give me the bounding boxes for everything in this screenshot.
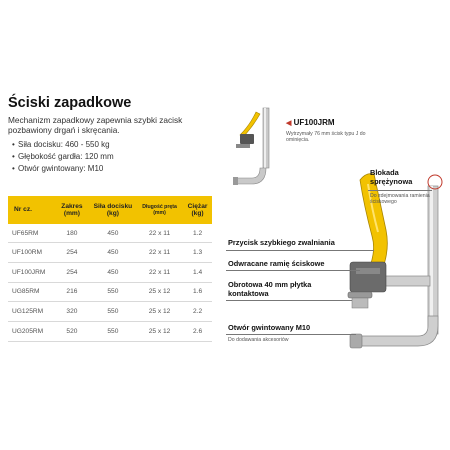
cell-sila: 450 [90,224,136,243]
callout-note: Do dodawania akcesoriów [228,337,289,343]
callout-note: Do zdejmowania ramienia ściskowego [370,193,430,205]
bullet-icon: • [12,152,15,161]
spec-text: Siła docisku: 460 - 550 kg [18,140,110,149]
cell-sila: 450 [90,262,136,282]
page-title: Ściski zapadkowe [8,95,132,111]
spec-text: Głębokość gardła: 120 mm [18,152,114,161]
table-row [8,282,212,302]
cell-zakres: 216 [54,282,90,302]
cell-code: UG125RM [8,302,54,322]
cell-ciezar: 2.2 [183,302,212,322]
cell-sila: 550 [90,282,136,302]
cell-code: UG205RM [8,322,54,342]
spec-table [8,196,212,342]
callout-blokada [370,168,428,186]
spec-item [12,164,103,173]
callout-odwracane: Odwracane ramię ściskowe [228,259,325,268]
callout-line [226,300,352,301]
table-row [8,302,212,322]
callout-text: Blokada sprężynowa [370,168,413,186]
cell-sila: 450 [90,243,136,263]
cell-ciezar: 1.6 [183,282,212,302]
callout-obrotowa: Obrotowa 40 mm płytka kontaktowa [228,280,312,298]
table-row [8,243,212,263]
spec-text: Otwór gwintowany: M10 [18,164,104,173]
callout-line [226,270,360,271]
cell-sila: 550 [90,322,136,342]
model-label-uf100jrm [286,118,335,127]
cell-dlugosc: 22 x 11 [136,262,183,282]
cell-sila: 550 [90,302,136,322]
callout-przycisk: Przycisk szybkiego zwalniania [228,238,335,247]
spec-item [12,152,114,161]
cell-code: UF100JRM [8,262,54,282]
cell-zakres: 320 [54,302,90,322]
cell-zakres: 254 [54,243,90,263]
col-header-zakres: Zakres (mm) [54,196,90,224]
table-row [8,262,212,282]
callout-note: Wytrzymały 76 mm ścisk typu J do ominięcia. [286,131,366,143]
j-clamp-illustration [230,98,276,190]
col-header-nr: Nr cz. [8,196,54,224]
col-header-sila: Siła docisku (kg) [90,196,136,224]
cell-ciezar: 2.6 [183,322,212,342]
triangle-marker-icon: ◀ [286,120,292,127]
table-row [8,224,212,243]
callout-line [226,250,374,251]
cell-code: UG85RM [8,282,54,302]
callout-otwor: Otwór gwintowany M10 [228,323,311,332]
cell-code: UF100RM [8,243,54,263]
col-header-dlugosc: Długość pręta (mm) [136,196,183,224]
cell-dlugosc: 25 x 12 [136,282,183,302]
description: Mechanizm zapadkowy zapewnia szybki zacisk pozbawiony drgań i skręcania. [8,115,183,136]
callout-line [226,334,356,335]
table-header-row [8,196,212,224]
callout-line [368,190,432,191]
cell-dlugosc: 25 x 12 [136,322,183,342]
col-header-ciezar: Ciężar (kg) [183,196,212,224]
cell-zakres: 254 [54,262,90,282]
cell-zakres: 180 [54,224,90,243]
cell-ciezar: 1.4 [183,262,212,282]
cell-code: UF65RM [8,224,54,243]
cell-zakres: 520 [54,322,90,342]
bullet-icon: • [12,140,15,149]
bullet-icon: • [12,164,15,173]
cell-ciezar: 1.3 [183,243,212,263]
callout-text: UF100JRM [293,118,335,127]
table-row [8,322,212,342]
cell-ciezar: 1.2 [183,224,212,243]
cell-dlugosc: 25 x 12 [136,302,183,322]
cell-dlugosc: 22 x 11 [136,243,183,263]
cell-dlugosc: 22 x 11 [136,224,183,243]
spec-item [12,140,110,149]
